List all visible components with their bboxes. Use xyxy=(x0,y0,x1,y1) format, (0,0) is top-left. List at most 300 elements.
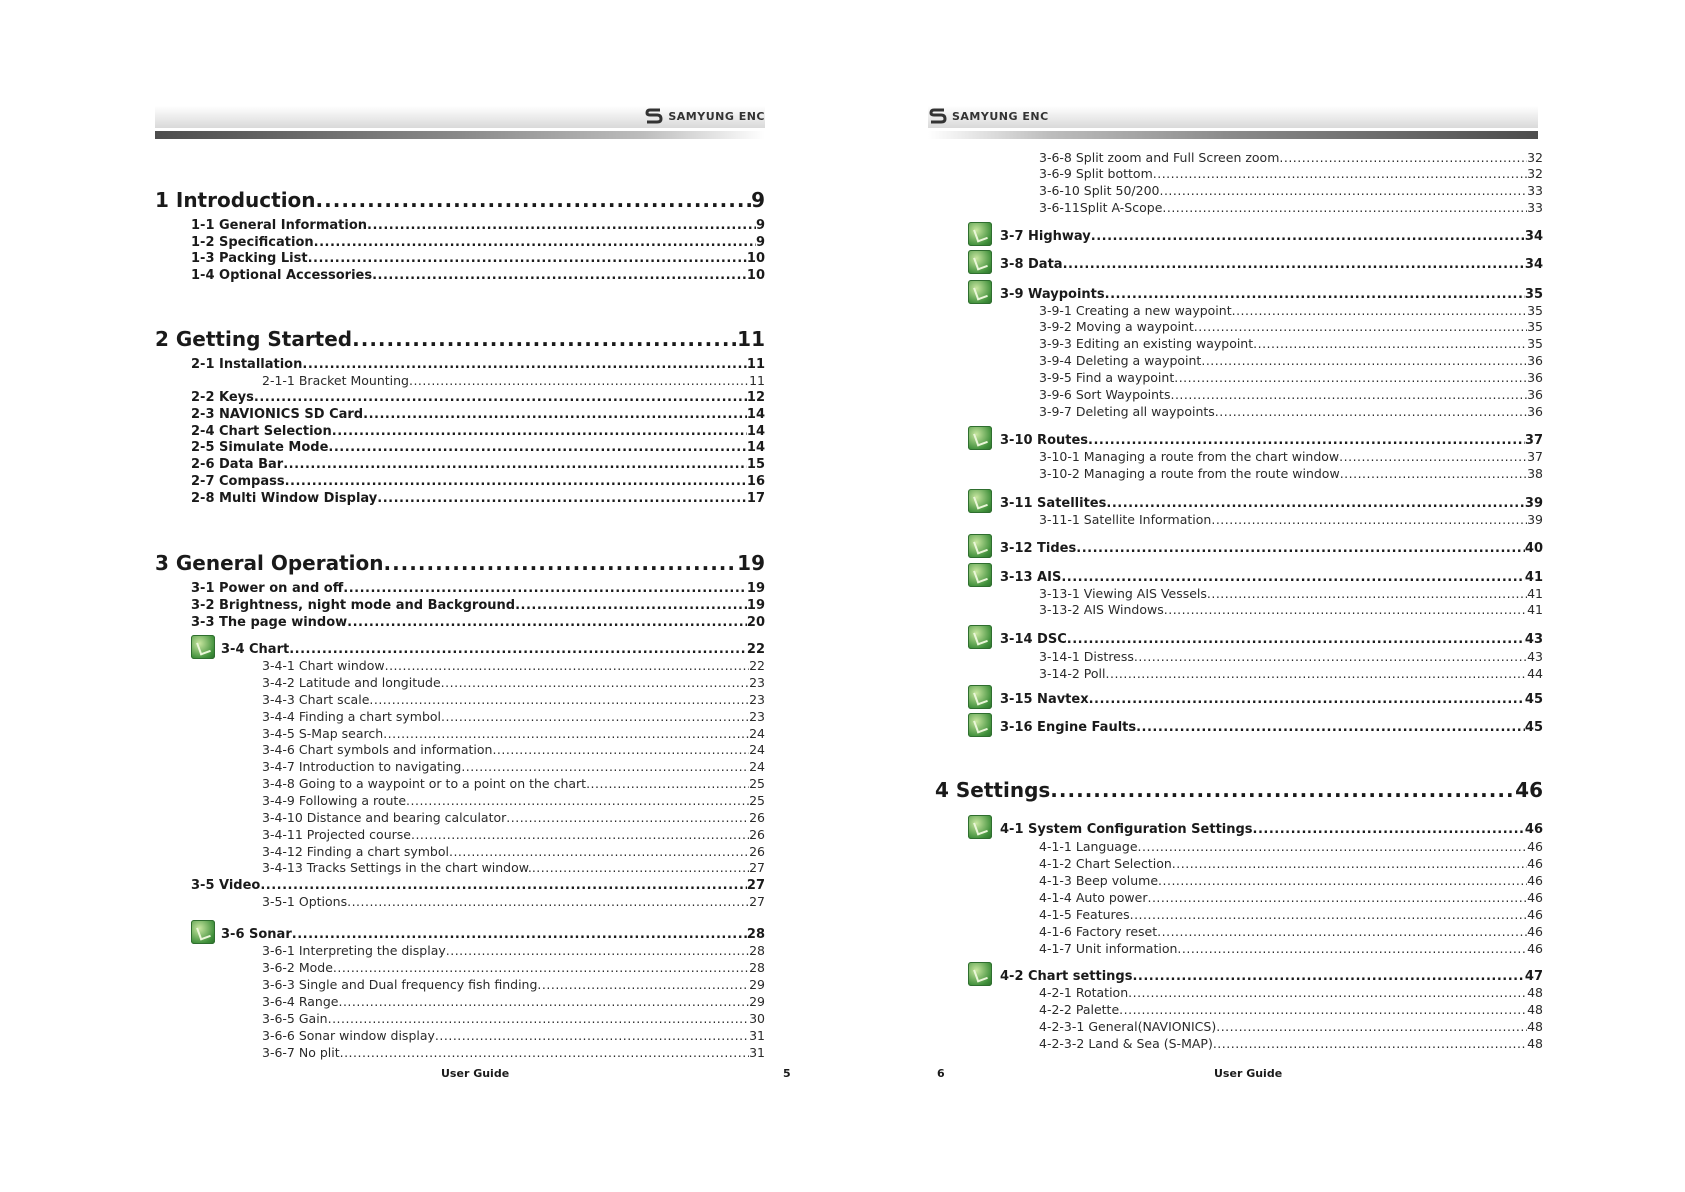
toc-entry-title: 3-6-5 Gain xyxy=(262,1011,328,1026)
toc-entry-title: 3-9-2 Moving a waypoint xyxy=(1039,319,1194,334)
toc-entry-page: 38 xyxy=(1527,466,1543,481)
toc-entry-title: 1 Introduction xyxy=(155,188,316,212)
toc-entry xyxy=(1000,230,1543,243)
toc-entry xyxy=(191,458,765,471)
dot-leader xyxy=(308,252,747,265)
toc-entry-page: 35 xyxy=(1524,287,1543,302)
toc-entry-title: 2-1-1 Bracket Mounting xyxy=(262,373,409,388)
toc-entry-title: 3-14-1 Distress xyxy=(1039,649,1134,664)
toc-entry-title: 3-10-1 Managing a route from the chart window xyxy=(1039,449,1340,464)
toc-entry-page: 11 xyxy=(737,327,765,351)
toc-entry-title: 3-9-6 Sort Waypoints xyxy=(1039,387,1171,402)
toc-entry-title: 3-4-2 Latitude and longitude xyxy=(262,675,441,690)
toc-entry xyxy=(1000,434,1543,447)
toc-entry xyxy=(262,694,765,707)
toc-entry-title: 4-1-2 Chart Selection xyxy=(1039,856,1172,871)
toc-entry xyxy=(221,928,765,941)
toc-entry-page: 37 xyxy=(1524,433,1543,448)
toc-entry-page: 10 xyxy=(746,251,765,266)
toc-entry-page: 26 xyxy=(749,810,765,825)
dot-leader xyxy=(1063,258,1525,271)
toc-entry xyxy=(1039,321,1543,334)
toc-entry-title: 3-6-7 No plit xyxy=(262,1045,340,1060)
toc-entry-title: 3-4-4 Finding a chart symbol xyxy=(262,709,442,724)
toc-entry-page: 46 xyxy=(1524,822,1543,837)
toc-entry xyxy=(262,862,765,875)
toc-entry xyxy=(191,358,765,371)
toc-entry-page: 14 xyxy=(746,440,765,455)
toc-entry xyxy=(262,778,765,791)
toc-entry xyxy=(262,795,765,808)
toc-entry-title: 3-7 Highway xyxy=(1000,229,1091,244)
toc-entry-title: 3-6-9 Split bottom xyxy=(1039,166,1153,181)
satellites-icon xyxy=(968,489,992,513)
toc-entry-title: 3-4-12 Finding a chart symbol xyxy=(262,844,449,859)
toc-entry xyxy=(262,829,765,842)
dot-leader xyxy=(338,996,749,1009)
dot-leader xyxy=(332,425,747,438)
toc-entry xyxy=(1039,651,1543,664)
toc-entry-page: 11 xyxy=(749,373,765,388)
toc-entry xyxy=(221,643,765,656)
brand-name: SAMYUNG ENC xyxy=(668,109,765,123)
toc-entry-title: 3-4-7 Introduction to navigating xyxy=(262,759,462,774)
toc-entry xyxy=(1039,202,1543,215)
toc-entry-page: 44 xyxy=(1527,666,1543,681)
toc-entry-page: 36 xyxy=(1527,387,1543,402)
dot-leader xyxy=(377,492,747,505)
dot-leader xyxy=(1076,542,1525,555)
dot-leader xyxy=(1105,288,1525,301)
toc-entry-page: 46 xyxy=(1527,941,1543,956)
toc-entry-title: 3-4-11 Projected course xyxy=(262,827,411,842)
toc-entry-page: 31 xyxy=(749,1045,765,1060)
dot-leader xyxy=(1147,892,1527,905)
toc-entry-page: 47 xyxy=(1524,969,1543,984)
toc-entry-page: 46 xyxy=(1527,839,1543,854)
toc-entry xyxy=(262,711,765,724)
toc-entry-title: 1-4 Optional Accessories xyxy=(191,268,373,283)
left-page xyxy=(0,0,842,1192)
dot-leader xyxy=(369,694,749,707)
toc-entry-title: 3-4 Chart xyxy=(221,642,290,657)
toc-entry-page: 25 xyxy=(749,793,765,808)
dot-leader xyxy=(302,358,747,371)
toc-entry xyxy=(262,962,765,975)
toc-entry-title: 3-2 Brightness, night mode and Background xyxy=(191,598,516,613)
dot-leader xyxy=(1067,633,1525,646)
toc-entry-title: 4-2-1 Rotation xyxy=(1039,985,1129,1000)
toc-entry-page: 29 xyxy=(749,977,765,992)
toc-entry-page: 19 xyxy=(746,598,765,613)
footer-label: User Guide xyxy=(441,1067,510,1080)
dot-leader xyxy=(352,329,737,349)
toc-entry xyxy=(1039,588,1543,601)
dot-leader xyxy=(254,391,747,404)
dot-leader xyxy=(260,879,747,892)
brand-name: SAMYUNG ENC xyxy=(952,109,1049,123)
toc-entry-title: 3-10-2 Managing a route from the route window xyxy=(1039,466,1340,481)
toc-entry xyxy=(1000,258,1543,271)
toc-entry xyxy=(1039,841,1543,854)
dot-leader xyxy=(1211,514,1527,527)
dot-leader xyxy=(1174,372,1527,385)
dot-leader xyxy=(586,778,749,791)
toc-entry xyxy=(191,391,765,404)
toc-entry-page: 25 xyxy=(749,776,765,791)
toc-entry-title: 1-2 Specification xyxy=(191,235,314,250)
toc-entry-page: 40 xyxy=(1524,541,1543,556)
toc-entry xyxy=(262,761,765,774)
toc-entry xyxy=(1000,693,1543,706)
toc-entry-page: 26 xyxy=(749,827,765,842)
dot-leader xyxy=(411,829,749,842)
toc-entry-title: 3-14-2 Poll xyxy=(1039,666,1106,681)
toc-entry-title: 3-4-6 Chart symbols and information xyxy=(262,742,493,757)
dot-leader xyxy=(1088,434,1525,447)
toc-entry xyxy=(191,475,765,488)
dot-leader xyxy=(383,553,737,573)
toc-entry-title: 3-6-2 Mode xyxy=(262,960,333,975)
toc-entry-title: 3-5-1 Options xyxy=(262,894,348,909)
toc-entry xyxy=(1039,355,1543,368)
toc-entry xyxy=(1039,185,1543,198)
toc-entry-title: 4-2-3-2 Land & Sea (S-MAP) xyxy=(1039,1036,1213,1051)
toc-entry-page: 45 xyxy=(1524,692,1543,707)
toc-right xyxy=(843,0,1685,1192)
toc-entry-title: 2-2 Keys xyxy=(191,390,254,405)
toc-entry xyxy=(1039,1021,1543,1034)
dot-leader xyxy=(449,846,749,859)
toc-entry xyxy=(191,879,765,892)
dot-leader xyxy=(1153,168,1527,181)
toc-entry-page: 48 xyxy=(1527,1019,1543,1034)
toc-entry-page: 10 xyxy=(746,268,765,283)
toc-entry xyxy=(262,812,765,825)
toc-entry xyxy=(1039,926,1543,939)
toc-entry xyxy=(1039,468,1543,481)
toc-entry-page: 32 xyxy=(1527,150,1543,165)
dot-leader xyxy=(363,408,747,421)
dot-leader xyxy=(1253,338,1527,351)
toc-entry-page: 45 xyxy=(1524,720,1543,735)
toc-entry xyxy=(262,728,765,741)
dot-leader xyxy=(1194,321,1527,334)
toc-entry xyxy=(262,846,765,859)
dot-leader xyxy=(446,945,749,958)
dot-leader xyxy=(515,599,747,612)
toc-entry-title: 3-8 Data xyxy=(1000,257,1063,272)
toc-entry xyxy=(1000,823,1543,836)
toc-entry-page: 23 xyxy=(749,692,765,707)
dot-leader xyxy=(409,375,749,388)
toc-entry xyxy=(1000,571,1543,584)
toc-entry-title: 3 General Operation xyxy=(155,551,384,575)
toc-entry-title: 4-1-4 Auto power xyxy=(1039,890,1148,905)
dot-leader xyxy=(406,795,749,808)
dot-leader xyxy=(1216,1021,1527,1034)
toc-entry xyxy=(1039,668,1543,681)
toc-entry xyxy=(1000,288,1543,301)
toc-entry xyxy=(191,616,765,629)
toc-entry-page: 41 xyxy=(1527,602,1543,617)
toc-entry xyxy=(1039,305,1543,318)
toc-entry-title: 2-8 Multi Window Display xyxy=(191,491,378,506)
toc-entry-title: 3-4-3 Chart scale xyxy=(262,692,370,707)
dot-leader xyxy=(367,219,756,232)
dot-leader xyxy=(1177,943,1527,956)
dot-leader xyxy=(1136,721,1525,734)
toc-entry xyxy=(1000,542,1543,555)
dot-leader xyxy=(1339,451,1527,464)
toc-entry-title: 3-14 DSC xyxy=(1000,632,1067,647)
toc-entry xyxy=(262,896,765,909)
toc-entry-page: 33 xyxy=(1527,183,1543,198)
toc-entry-page: 15 xyxy=(746,457,765,472)
toc-entry-page: 30 xyxy=(749,1011,765,1026)
toc-entry-page: 48 xyxy=(1527,1002,1543,1017)
toc-entry-title: 3-11-1 Satellite Information xyxy=(1039,512,1212,527)
system-config-icon xyxy=(968,815,992,839)
dot-leader xyxy=(347,896,749,909)
toc-entry-page: 22 xyxy=(746,642,765,657)
toc-entry-page: 39 xyxy=(1524,496,1543,511)
toc-entry xyxy=(1039,406,1543,419)
toc-entry xyxy=(1039,514,1543,527)
toc-entry-page: 43 xyxy=(1527,649,1543,664)
dot-leader xyxy=(328,1013,749,1026)
dot-leader xyxy=(1279,152,1527,165)
dot-leader xyxy=(1106,668,1528,681)
dot-leader xyxy=(292,928,747,941)
chart-settings-icon xyxy=(968,962,992,986)
dot-leader xyxy=(1050,780,1515,800)
toc-entry-page: 19 xyxy=(737,551,765,575)
dot-leader xyxy=(1162,202,1527,215)
toc-entry-title: 4-1-6 Factory reset xyxy=(1039,924,1158,939)
toc-entry-title: 4-1-7 Unit information xyxy=(1039,941,1178,956)
toc-entry-title: 3-6-11Split A-Scope xyxy=(1039,200,1163,215)
dot-leader xyxy=(285,475,747,488)
toc-entry-page: 35 xyxy=(1527,319,1543,334)
dot-leader xyxy=(461,761,749,774)
toc-entry-title: 3-4-9 Following a route xyxy=(262,793,407,808)
dot-leader xyxy=(441,711,749,724)
toc-entry-title: 3-6 Sonar xyxy=(221,927,292,942)
dot-leader xyxy=(333,962,749,975)
toc-left xyxy=(0,0,842,1192)
toc-entry-page: 9 xyxy=(755,235,765,250)
toc-entry-title: 3-13-1 Viewing AIS Vessels xyxy=(1039,586,1207,601)
toc-entry-title: 3-6-3 Single and Dual frequency fish finding xyxy=(262,977,538,992)
page-number: 6 xyxy=(937,1067,945,1080)
toc-entry-page: 46 xyxy=(1527,890,1543,905)
toc-entry-title: 3-9-5 Find a waypoint xyxy=(1039,370,1175,385)
toc-entry xyxy=(262,744,765,757)
toc-entry xyxy=(1039,1004,1543,1017)
data-icon xyxy=(968,250,992,274)
toc-entry-page: 16 xyxy=(746,474,765,489)
toc-entry-page: 34 xyxy=(1524,229,1543,244)
toc-entry-page: 37 xyxy=(1527,449,1543,464)
dot-leader xyxy=(1128,987,1527,1000)
toc-entry-page: 46 xyxy=(1527,856,1543,871)
dot-leader xyxy=(492,744,749,757)
toc-entry-page: 23 xyxy=(749,709,765,724)
dot-leader xyxy=(383,728,749,741)
toc-entry-title: 3-9-7 Deleting all waypoints xyxy=(1039,404,1215,419)
dot-leader xyxy=(316,190,752,210)
toc-entry-page: 32 xyxy=(1527,166,1543,181)
dot-leader xyxy=(328,441,746,454)
toc-entry-title: 4-2-2 Palette xyxy=(1039,1002,1120,1017)
toc-entry-title: 3-6-1 Interpreting the display xyxy=(262,943,446,958)
toc-entry-page: 28 xyxy=(749,960,765,975)
dot-leader xyxy=(532,862,749,875)
toc-entry-page: 12 xyxy=(746,390,765,405)
dot-leader xyxy=(1106,497,1525,510)
dot-leader xyxy=(1340,468,1527,481)
toc-entry xyxy=(1039,604,1543,617)
toc-entry xyxy=(262,945,765,958)
toc-entry xyxy=(262,1047,765,1060)
toc-entry-page: 35 xyxy=(1527,303,1543,318)
toc-entry-title: 2-7 Compass xyxy=(191,474,285,489)
dot-leader xyxy=(1130,909,1527,922)
toc-entry-title: 3-11 Satellites xyxy=(1000,496,1107,511)
toc-entry xyxy=(262,677,765,690)
toc-entry-title: 3-6-10 Split 50/200 xyxy=(1039,183,1160,198)
toc-entry xyxy=(1039,389,1543,402)
routes-icon xyxy=(968,426,992,450)
dot-leader xyxy=(1138,841,1528,854)
chart-icon xyxy=(191,635,215,659)
toc-entry xyxy=(1039,152,1543,165)
toc-entry-title: 3-1 Power on and off xyxy=(191,581,344,596)
dot-leader xyxy=(441,677,749,690)
toc-entry xyxy=(1039,372,1543,385)
toc-entry xyxy=(1000,497,1543,510)
ais-icon xyxy=(968,563,992,587)
dot-leader xyxy=(1132,970,1524,983)
dot-leader xyxy=(372,269,747,282)
waypoints-icon xyxy=(968,280,992,304)
toc-entry xyxy=(1039,338,1543,351)
toc-entry xyxy=(1039,168,1543,181)
dot-leader xyxy=(1207,588,1527,601)
toc-entry-page: 22 xyxy=(749,658,765,673)
toc-entry-page: 11 xyxy=(746,357,765,372)
toc-entry-page: 48 xyxy=(1527,985,1543,1000)
dot-leader xyxy=(1061,571,1525,584)
toc-entry-title: 4-1-1 Language xyxy=(1039,839,1138,854)
toc-entry-title: 1-3 Packing List xyxy=(191,251,308,266)
toc-entry-page: 24 xyxy=(749,759,765,774)
toc-entry xyxy=(191,599,765,612)
toc-entry-page: 29 xyxy=(749,994,765,1009)
toc-entry-page: 27 xyxy=(749,894,765,909)
dot-leader xyxy=(283,458,747,471)
dot-leader xyxy=(289,643,747,656)
toc-entry-page: 46 xyxy=(1515,778,1543,802)
toc-entry-page: 43 xyxy=(1524,632,1543,647)
toc-entry-title: 2-5 Simulate Mode xyxy=(191,440,329,455)
toc-entry xyxy=(155,553,765,573)
toc-entry-page: 39 xyxy=(1527,512,1543,527)
toc-entry-page: 46 xyxy=(1527,907,1543,922)
toc-entry-title: 4-1-3 Beep volume xyxy=(1039,873,1159,888)
toc-entry-page: 36 xyxy=(1527,353,1543,368)
toc-entry xyxy=(1039,1038,1543,1051)
toc-entry-title: 2-6 Data Bar xyxy=(191,457,284,472)
toc-entry xyxy=(191,408,765,421)
toc-entry-page: 36 xyxy=(1527,370,1543,385)
toc-entry xyxy=(1039,858,1543,871)
toc-entry-title: 2 Getting Started xyxy=(155,327,353,351)
dot-leader xyxy=(1172,858,1527,871)
dot-leader xyxy=(1134,651,1527,664)
toc-entry-title: 2-4 Chart Selection xyxy=(191,424,332,439)
toc-entry-page: 27 xyxy=(746,878,765,893)
toc-entry-title: 3-16 Engine Faults xyxy=(1000,720,1137,735)
toc-entry xyxy=(1039,892,1543,905)
toc-entry-title: 4-2-3-1 General(NAVIONICS) xyxy=(1039,1019,1217,1034)
dot-leader xyxy=(343,582,747,595)
dot-leader xyxy=(385,660,749,673)
dot-leader xyxy=(1089,693,1525,706)
toc-entry xyxy=(191,492,765,505)
toc-entry-title: 2-3 NAVIONICS SD Card xyxy=(191,407,364,422)
toc-entry xyxy=(191,441,765,454)
toc-entry-title: 3-6-6 Sonar window display xyxy=(262,1028,435,1043)
toc-entry-title: 3-9-3 Editing an existing waypoint xyxy=(1039,336,1254,351)
toc-entry-title: 3-10 Routes xyxy=(1000,433,1089,448)
toc-entry xyxy=(1039,943,1543,956)
toc-entry-page: 41 xyxy=(1524,570,1543,585)
toc-entry-title: 4 Settings xyxy=(935,778,1051,802)
toc-entry xyxy=(155,329,765,349)
dot-leader xyxy=(537,979,749,992)
toc-entry-title: 3-15 Navtex xyxy=(1000,692,1089,707)
toc-entry-title: 3-4-8 Going to a waypoint or to a point on the chart xyxy=(262,776,587,791)
toc-entry-page: 9 xyxy=(751,188,765,212)
toc-entry xyxy=(935,780,1543,800)
dot-leader xyxy=(1157,926,1527,939)
toc-entry-page: 33 xyxy=(1527,200,1543,215)
toc-entry-page: 27 xyxy=(749,860,765,875)
dot-leader xyxy=(340,1047,749,1060)
dot-leader xyxy=(1119,1004,1527,1017)
toc-entry-title: 3-5 Video xyxy=(191,878,261,893)
toc-entry-title: 3-4-10 Distance and bearing calculator xyxy=(262,810,507,825)
toc-entry-page: 17 xyxy=(746,491,765,506)
toc-entry-page: 46 xyxy=(1527,873,1543,888)
dot-leader xyxy=(1201,355,1527,368)
toc-entry-page: 19 xyxy=(746,581,765,596)
toc-entry-title: 3-4-1 Chart window xyxy=(262,658,385,673)
toc-entry-page: 24 xyxy=(749,726,765,741)
toc-entry xyxy=(1039,987,1543,1000)
toc-entry xyxy=(1039,909,1543,922)
toc-entry-page: 36 xyxy=(1527,404,1543,419)
toc-entry xyxy=(262,1013,765,1026)
dsc-icon xyxy=(968,625,992,649)
toc-entry-title: 4-2 Chart settings xyxy=(1000,969,1133,984)
toc-entry xyxy=(191,269,765,282)
toc-entry-page: 28 xyxy=(749,943,765,958)
toc-entry-title: 4-1 System Configuration Settings xyxy=(1000,822,1253,837)
toc-entry-title: 3-4-13 Tracks Settings in the chart window. xyxy=(262,860,532,875)
